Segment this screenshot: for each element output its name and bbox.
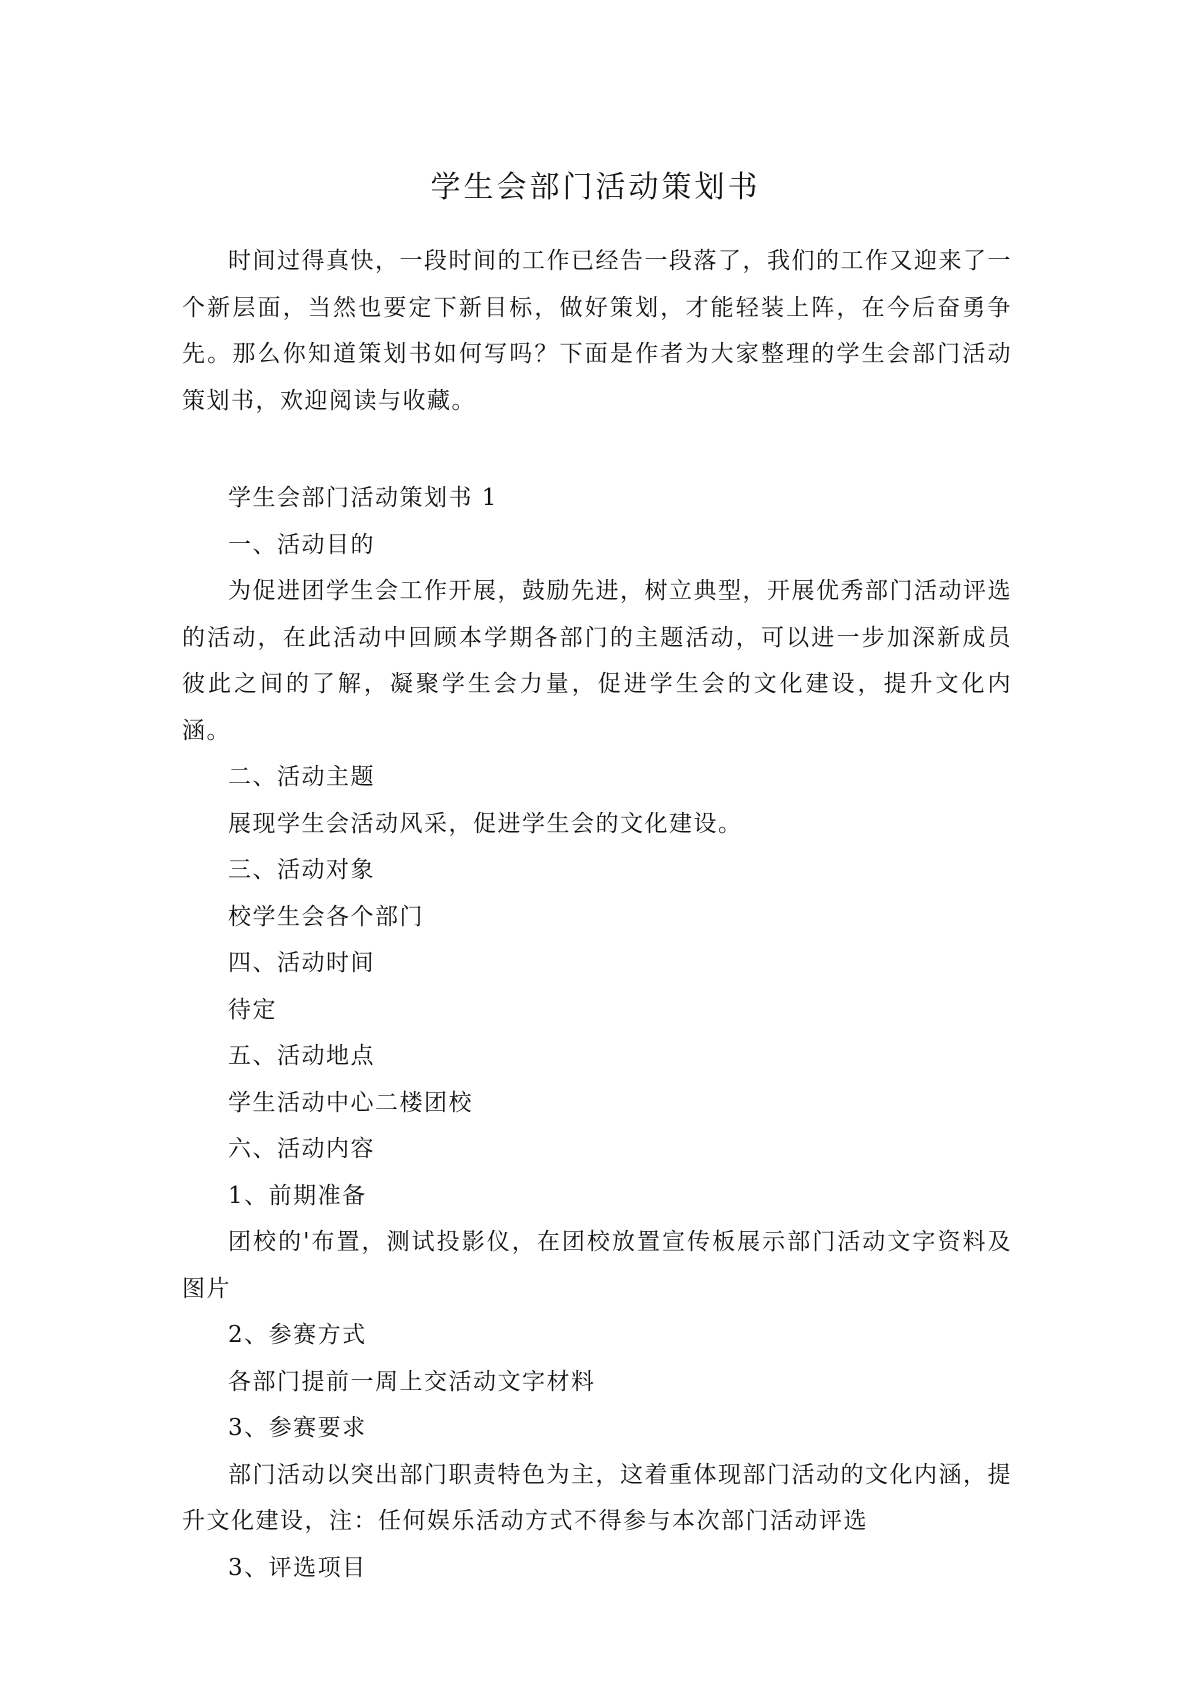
body-paragraph: 各部门提前一周上交活动文字材料: [228, 1368, 596, 1395]
body-paragraph: 待定: [228, 996, 277, 1023]
body-paragraph: 学生活动中心二楼团校: [228, 1089, 473, 1116]
body-paragraph: 为促进团学生会工作开展，鼓励先进，树立典型，开展优秀部门活动评选的活动，在此活动中回顾本学期各部门的主题活动，可以进一步加深新成员彼此之间的了解，凝聚学生会力量，促进学生会的文化建设，提升文化内涵。: [182, 578, 1012, 744]
intro-paragraph: 时间过得真快，一段时间的工作已经告一段落了，我们的工作又迎来了一个新层面，当然也要定下新目标，做好策划，才能轻装上阵，在今后奋勇争先。那么你知道策划书如何写吗？下面是作者为大家整理的学生会部门活动策划书，欢迎阅读与收藏。: [182, 248, 1012, 414]
section-heading: 五、活动地点: [228, 1043, 375, 1069]
body-paragraph: 团校的'布置，测试投影仪，在团校放置宣传板展示部门活动文字资料及图片: [182, 1229, 1012, 1302]
section-heading: 学生会部门活动策划书 1: [228, 485, 498, 511]
section-heading: 四、活动时间: [228, 950, 375, 976]
section-heading: 六、活动内容: [228, 1136, 375, 1162]
section-heading: 三、活动对象: [228, 857, 375, 883]
body-paragraph: 部门活动以突出部门职责特色为主，这着重体现部门活动的文化内涵，提升文化建设，注：任何娱乐活动方式不得参与本次部门活动评选: [182, 1461, 1012, 1534]
body-paragraph: 展现学生会活动风采，促进学生会的文化建设。: [228, 810, 743, 837]
subsection-heading: 2、参赛方式: [228, 1322, 367, 1348]
page-title: 学生会部门活动策划书: [430, 170, 761, 205]
section-heading: 二、活动主题: [228, 764, 375, 790]
subsection-heading: 1、前期准备: [228, 1182, 367, 1209]
body-paragraph: 校学生会各个部门: [228, 903, 424, 930]
subsection-heading: 3、参赛要求: [228, 1415, 367, 1441]
section-heading: 一、活动目的: [228, 531, 375, 558]
subsection-heading: 3、评选项目: [228, 1554, 367, 1581]
document-body: [182, 475, 1012, 1591]
